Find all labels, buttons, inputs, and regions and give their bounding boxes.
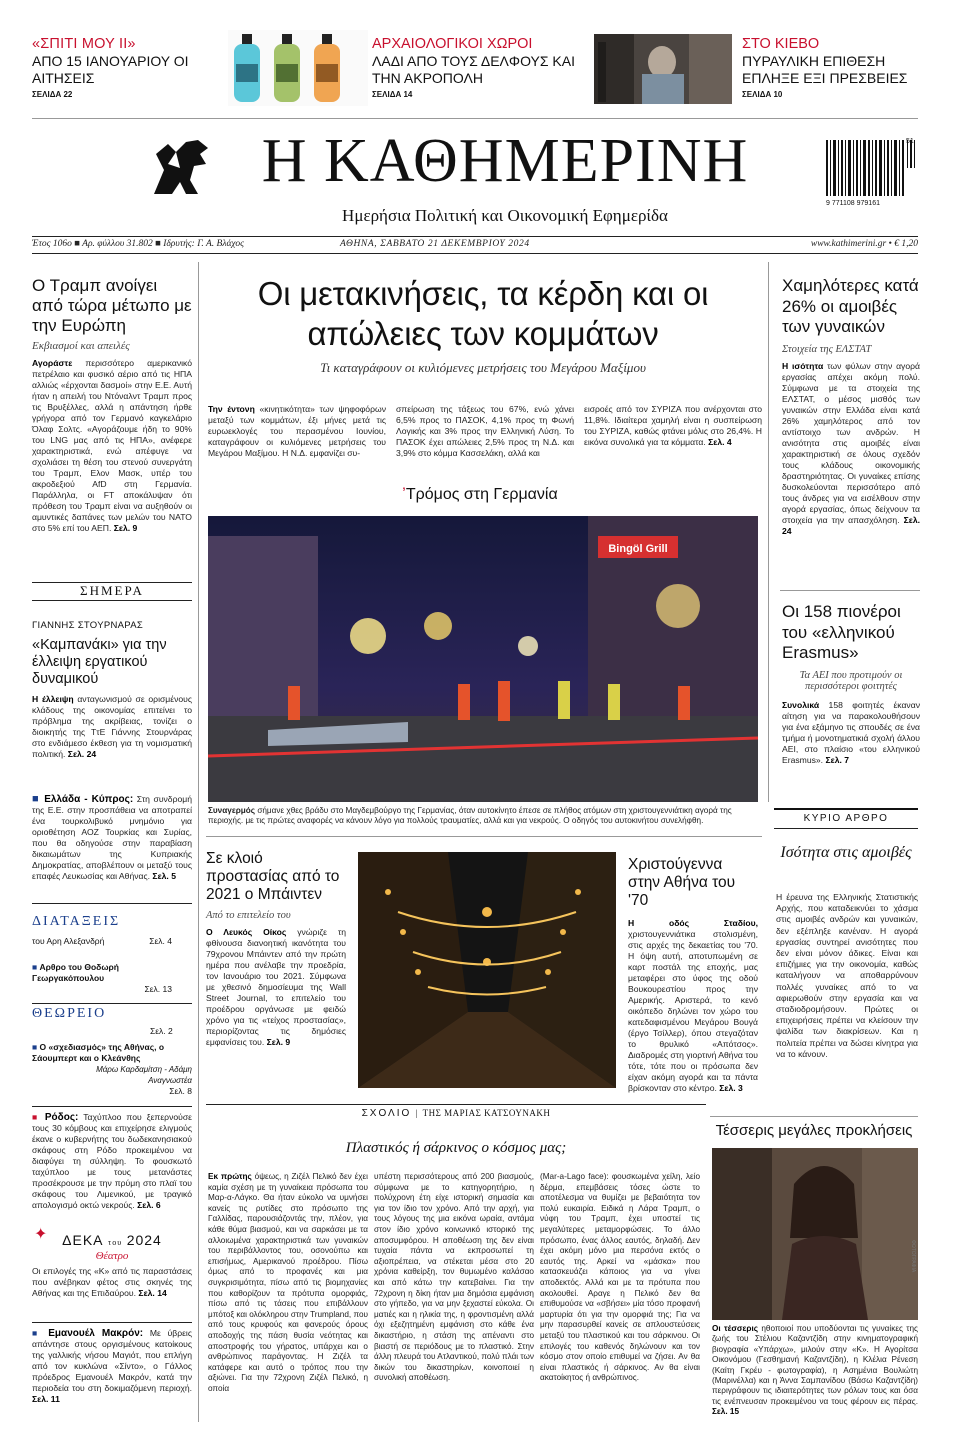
macron-page: Σελ. 11	[32, 1394, 60, 1404]
stournaras-body	[32, 694, 192, 760]
macron-story[interactable]	[32, 1328, 192, 1405]
stournaras-page: Σελ. 24	[67, 749, 97, 759]
top-item-3-title: ΠΥΡΑΥΛΙΚΗ ΕΠΙΘΕΣΗ ΕΠΛΗΞΕ ΕΞΙ ΠΡΕΣΒΕΙΕΣ	[742, 53, 908, 86]
masthead-title: Η ΚΑΘΗΜΕΡΙΝΗ	[261, 127, 749, 195]
top-item-3[interactable]	[742, 36, 932, 99]
theatre-byline1: Μάρω Καρδαμίτση - Αδάμη	[96, 1065, 192, 1074]
biden-title: Σε κλοιό προστασίας από το 2021 ο Μπάιντεν	[206, 850, 340, 903]
rhodes-body	[32, 1112, 192, 1211]
rhodes-body-text: Ταχύπλοο που ξεπερνούσε τους 30 κόμβους και επιχείρησε ελιγμούς έκανε ο κυβερνήτης του δωδεκανησιακού σκάφους στη Ρόδο προκειμένου να διαφύγει τη σύλληψη. Το φουσκωτό ταχύπλοο με τους μετανάστες προσέκρουσε με την πρύμη στο πλαϊ του σκάφους του Λιμενικού, με τραγικό απολογισμό οκτώ νεκρούς.	[32, 1112, 192, 1210]
kleria-renesi-photo	[712, 1148, 918, 1320]
xmas-lead: Η οδός Σταδίου,	[628, 918, 758, 928]
top-item-1-title: ΑΠΟ 15 ΙΑΝΟΥΑΡΙΟΥ ΟΙ ΑΙΤΗΣΕΙΣ	[32, 53, 189, 86]
column-col-3: (Mar-a-Lago face): φουσκωμένα χείλη, λείο δέρμα, επεμβάσεις τόσες ώστε το αποτέλεσμα να θυμίζει με βεβαιότητα τον πολύ ευκαιρία. Ειδικά η Λάρα Τραμπ, ο νύφη του Τραμπ, έχει υποστεί τις μεγαλύτερες μεταμορφώσεις. Το άλλο πρόσωπο, ένας άλλος εαυτός, δηλαδή. Δεν έχει ακόμη μόνο μια περσόνα εκτός ο εαυτός της. Αρκεί να «μάσκα» που κατασκευάζει κάποιος για να γίνει αποδεκτός. Αλλά και με τα πρότυπα που ακολουθεί. Αραγε η Πελικό δεν θα επιθυμούσε να «σβήσει» μία τόσο προφανή μαρτυρία ότι για την ομορφιά της; Για να μην παρασυρθεί κανείς σε απλουστεύσεις μεταξύ του πλαστικού και του σάρκινου. Οι επιλογές του καθενός δηλώνουν και τον κόσμο στον οποίο επιθυμεί να ζήσει. Αν θα είναι πλαστικός ή σάρκινος. Αν θα είναι ακατοίκητος ή ανθρώπινος.	[540, 1172, 700, 1383]
theatre-label: ΘΕΩΡΕΙΟ	[32, 1006, 107, 1021]
terror-caption-text: σήμανε χθες βράδυ στο Μαγδεμβούργο της Γερμανίας, όταν αυτοκίνητο έπεσε σε πλήθος ατόμων στη χριστουγεννιάτικη αγορά της περιοχής. με τις πρώτες αναφορές να κάνουν λόγο για πολλούς τραυματίες, αλλά και για νεκρούς. Ο οδηγός του αυτοκινήτου συνελήφθη.	[208, 806, 732, 825]
biden-story[interactable]	[206, 850, 346, 1048]
lead-col-2: σπείρωση της τάξεως του 67%, ενώ χάνει 6,5% προς το ΠΑΣΟΚ, 4,1% προς τη Φωνή Λογικής και 3% προς την Ελληνική Λύση. Το ΠΑΣΟΚ έχει απώλειες 2,5% προς τη Ν.Δ. και 3,9% στο κόμμα Κασσελάκη, αλλά και	[396, 404, 574, 458]
theatre-byline2: Αναγνωστέα	[148, 1076, 192, 1085]
provisions-label: ΔΙΑΤΑΞΕΙΣ	[32, 914, 121, 929]
top-item-2-title: ΛΑΔΙ ΑΠΟ ΤΟΥΣ ΔΕΛΦΟΥΣ ΚΑΙ ΤΗΝ ΑΚΡΟΠΟΛΗ	[372, 53, 575, 86]
erasmus-page: Σελ. 7	[825, 754, 850, 765]
provisions-line2: Αρθρο του Θοδωρή Γεωργακόπουλου	[32, 962, 119, 983]
trump-title: Ο Τραμπ ανοίγει από τώρα μέτωπο με την Ευρώπη	[32, 276, 192, 335]
women-pay-story[interactable]	[782, 276, 920, 537]
theatre-title: Ο «σχεδιασμός» της Αθήνας, ο Σάουμπερτ και ο Κλεάνθης	[32, 1042, 165, 1063]
cyprus-body-text: Στη συνδρομή της Ε.Ε. στην προσπάθεια να αποτραπεί ένα τουρκολιβυκό μνημόνιο για οριοθέτηση ΑΟΖ Τουρκίας και Συρίας, που θα οδηγούσε στην παραβίαση δικαιωμάτων της Κυπριακής Δημοκρατίας, αποβλέπουν οι μεταξύ τους επαφές Λευκωσίας και Αθήνας.	[32, 794, 192, 881]
deka-body-text: Οι επιλογές της «Κ» από τις παραστάσεις που ανέβηκαν φέτος στις σκηνές της Αθήνας και της Επιδαύρου.	[32, 1266, 192, 1298]
cyprus-page: Σελ. 5	[152, 871, 176, 881]
column-col-2: υπέστη περισσότερους από 200 βιασμούς, σύμφωνα με το κατηγορητήριο, η πολύχρονη έτη είχε ιστορική σημασία και για τον ίδιο τον χρόνο. Από την αρχή, για τους λόγους της μια εικόνα ωραία, αντάμα στον ίδιο χρόνο κοινωνικό ιστορικό της αποσυμφόρου. Η αποθέωση της δεν είναι τυχαία πάντα να εκπροσωπεί τη αξιοπρέπεια, να στέκεται μέσα στο 20 χρόνια καθείρξη, τον θυμωμένο καλάσαο και από κάτω την κατεβαίνει. Για την 72χρονη η δίκη ήταν μια δημόσια εμφάνιση στο γήπεδο, για να μην ξεχαστεί εύκολα. Οι ματιές και η ηλικία της, η φροντισμένη αλλά όχι εξεζητημένη εμφάνιση στο κάθε ένα δικαστήριο, η στάση της απέναντι στο βιαστή σε περιόδους με το πλαστικό. Στην άλλη πλευρά του Ατλαντικού, πολύ πλάι των δικών του δικαστηρίων, κοινοποιεί η συνολική αποθέωση.	[374, 1172, 535, 1383]
women-page: Σελ. 24	[782, 514, 920, 536]
terror-caption	[208, 806, 758, 826]
terror-title	[380, 486, 580, 504]
provisions-bullet-icon: ■	[32, 962, 40, 972]
macron-body	[32, 1328, 192, 1405]
kiev-attack-photo	[594, 34, 732, 104]
women-body	[782, 361, 920, 537]
dateline-center: ΑΘΗΝΑ, ΣΑΒΒΑΤΟ 21 ΔΕΚΕΜΒΡΙΟΥ 2024	[340, 239, 530, 249]
macron-lead: Εμανουέλ Μακρόν:	[48, 1328, 144, 1339]
cyprus-story[interactable]	[32, 794, 192, 882]
women-deck: Στοιχεία της ΕΛΣΤΑΤ	[782, 343, 872, 355]
trump-page: Σελ. 9	[113, 523, 138, 533]
column-header	[206, 1108, 706, 1119]
biden-body	[206, 927, 346, 1048]
top-item-2-kicker: ΑΡΧΑΙΟΛΟΓΙΚΟΙ ΧΩΡΟΙ	[372, 36, 533, 52]
column-author: ΤΗΣ ΜΑΡΙΑΣ ΚΑΤΣΟΥΝΑΚΗ	[422, 1108, 551, 1118]
dateline-top-rule	[32, 236, 918, 237]
rhodes-bullet-icon: ■	[32, 1112, 45, 1122]
editorial-rule-bottom	[774, 828, 918, 829]
deka-year: 2024	[126, 1232, 162, 1248]
macron-body-text: Με ύβρεις απάντησε στους οργισμένους κατοίκους της γαλλικής νήσου Μαγιότ, που επλήγη από τον κυκλώνα «Σίντο», ο Γάλλος πρόεδρος Εμανουέλ Μακρόν, κατά την περιοδεία του στη δοκιμαζόμενη περιοχή.	[32, 1328, 192, 1393]
xmas-body-text: χριστουγεννιάτικα στολισμένη, στις αρχές της δεκαετίας του '70. Η όψη αυτή, αποτυπωμένη σε καρτ ποστάλ της εποχής, μας μεταφέρει στο ύφος της οδού Βουκουρεστίου προς την Αμερικής. Αριστερά, το κενό οικόπεδο δηλώνει τον χώρο του κατεδαφισμένου Μεγάρου Βουγά (έργο Τσίλλερ), όπου στεγαζόταν το θρυλικό «Απότσος». Διαδρομές στη γιορτινή Αθήνα του τότε, τότε που οι πρόσωπα δεν είχαν ακόμη αγορά και τα πάντα βρίσκονταν στο κέντρο.	[628, 929, 758, 1093]
women-title: Χαμηλότερες κατά 26% οι αμοιβές των γυναικών	[782, 276, 919, 336]
lead-headline: Οι μετακινήσεις, τα κέρδη και οι απώλειες των κομμάτων	[257, 275, 709, 352]
top-item-1[interactable]	[32, 36, 192, 99]
column-title: Πλαστικός ή σάρκινος ο κόσμος μας;	[345, 1140, 567, 1156]
erasmus-deck: Τα ΑΕΙ που προτιμούν οι περισσότεροι φοιτητές	[799, 669, 903, 692]
erasmus-title: Οι 158 πιονέροι του «ελληνικού Erasmus»	[782, 602, 901, 662]
theatre-page-label: Σελ. 2	[150, 1026, 173, 1036]
right-column-rule	[768, 262, 769, 802]
xmas-page: Σελ. 3	[719, 1083, 743, 1093]
biden-page: Σελ. 9	[266, 1037, 291, 1047]
top-divider	[32, 118, 918, 119]
barcode-number: 9 771108 979161	[826, 200, 880, 207]
barcode	[826, 140, 918, 212]
mid-rule	[206, 836, 762, 837]
challenges-lead: Οι τέσσερις	[712, 1324, 759, 1333]
left-column-rule	[198, 262, 199, 1422]
xmas-title: Χριστούγεννα στην Αθήνα του '70	[628, 856, 736, 909]
column-label: ΣΧΟΛΙΟ	[361, 1108, 412, 1119]
trump-story[interactable]	[32, 276, 192, 534]
erasmus-lead: Συνολικά	[782, 699, 820, 710]
biden-body-text: γνώριζε τη φθίνουσα διανοητική ικανότητα του 79χρονου Μπάιντεν από την πρώτη ημέρα που ανέλαβε την προεδρία, τον Ιανουάριο του 2021. Σύμφωνα με χθεσινό δημοσίευμα της Wall Street Journal, το επιτελείο του προέδρου οργάνωσε με φειδώ χρόνο για τις «τείχος προστασίας», περιορίζοντας τις δημόσιες εμφανίσεις του.	[206, 927, 346, 1047]
deka-body	[32, 1266, 192, 1299]
stadiou-street-photo	[358, 852, 616, 1088]
women-body-text: των φύλων στην αγορά εργασίας απέχει ακόμη πολύ. Σύμφωνα με τα στοιχεία της ΕΛΣΤΑΤ, ο μέσος μισθός των γυναικών στην Ελλάδα είναι κατά 26% χαμηλότερος από τον αντίστοιχο των ανδρών. Η ανισότητα στις αμοιβές είναι χαρακτηριστική σε όλους σχεδόν τους κλάδους οικονομικής δραστηριότητας. Οι γυναίκες επίσης δυσκολεύονται περισσότερο από τους άνδρες για να εισέλθουν στην αγορά εργασίας, όπως δείχνουν τα στοιχεία για την απασχόληση.	[782, 360, 920, 525]
provisions-line1: του Αρη Αλεξανδρή	[32, 936, 105, 946]
provisions-rule	[32, 903, 192, 904]
stournaras-body-text: ανταγωνισμού σε ορισμένους κλάδους της οικονομίας επιτείνει το πρόβλημα της ακρίβειας, τονίζει ο διοικητής της ΤτΕ Γιάννης Στουρνάρας στο ενδιάμεσο έκθεση για τη νομισματική πολιτική.	[32, 694, 192, 759]
column-rule	[206, 1104, 706, 1105]
erasmus-body-text: 158 φοιτητές έκαναν αίτηση για να παρακολουθήσουν για ένα εξάμηνο τις σπουδές σε ένα τμήμα ή μονοτηματικιά σχολή άλλου ΑΕΙ, στο πλαίσιο «του ελληνικού Erasmus».	[782, 699, 920, 765]
column-c1-lead: Εκ πρώτης	[208, 1172, 252, 1181]
top-item-3-page: ΣΕΛΙΔΑ 10	[742, 90, 783, 99]
griffin-logo-icon	[146, 134, 216, 200]
barcode-issue: 51	[906, 138, 914, 145]
column-c1-text: όψεως, η Ζιζέλ Πελικό δεν έχει καμία σχέση με τη γυναίκεια πρόσωπα του Μαρ-α-Λάγκο. Θα ήταν εύκολο να υμνήσει κανείς τις ρυτίδες στο πρόσωπο της Γαλλίδας, παρουσιάζοντάς την, πλέον, για κάθε θύμα βιασμού, και να σαρκάσει με τα αλλοιωμένα χαρακτηριστικά των γυναικών του περιβάλλοντος του, οσονούπω και επισήμως, Αμερικανού προέδρου. Πίσω όμως από το προφανές και μια συγκρισιμότητα, πίσω από τις βιομηχανίες που καθορίζουν τα πρότυπα ομορφιάς, πίσω από τις τάσεις που επιβάλλουν μπότοξ και ολόκληρου στην Trumpland, που από τους κρυφούς και φανερούς όρους αποδοχής της πάση θυσία νεότητας και αποστροφής του γήρατος, υπάρχει και ο ανθρώπινος παράγοντας. Η Ζιζέλ τα κατάφερε και αυτό ο τρόπος που την αξιώνει. Για την 72χρονη Ζιζέλ Πελικό, η οποία	[208, 1172, 369, 1393]
rhodes-page: Σελ. 6	[137, 1200, 161, 1210]
challenges-rule	[710, 1116, 918, 1117]
dateline-left: Έτος 106ο ■ Αρ. φύλλου 31.802 ■ Ιδρυτής: Γ. Α. Βλάχος	[32, 239, 245, 249]
trump-deck: Εκβιασμοί και απειλές	[32, 340, 130, 352]
provisions-page1: Σελ. 4	[149, 936, 172, 946]
cyprus-title: Ελλάδα - Κύπρος:	[44, 794, 134, 805]
deka-story[interactable]	[32, 1226, 192, 1299]
lead-page: Σελ. 4	[708, 437, 732, 447]
olive-oil-bottles-image	[228, 30, 368, 106]
deka-title: ΔΕΚΑ	[62, 1232, 104, 1248]
erasmus-story[interactable]	[782, 602, 920, 766]
biden-lead: Ο Λευκός Οίκος	[206, 927, 287, 937]
biden-deck: Από το επιτελείο του	[206, 910, 291, 921]
erasmus-rule	[780, 590, 920, 591]
rhodes-rule	[32, 1106, 192, 1107]
erasmus-body	[782, 700, 920, 766]
star-icon: ✦	[34, 1226, 48, 1243]
rhodes-lead: Ρόδος:	[44, 1112, 79, 1123]
photo-sign: Bingöl Grill	[608, 543, 668, 555]
top-item-2-page: ΣΕΛΙΔΑ 14	[372, 90, 413, 99]
challenges-body	[712, 1324, 918, 1418]
lead-col-3	[584, 404, 762, 448]
provisions-line1-row[interactable]	[32, 936, 192, 946]
lead-story[interactable]	[206, 274, 760, 376]
magdeburg-photo	[208, 516, 758, 802]
barcode-bars-icon	[826, 140, 918, 200]
terror-title-tick: ʼ	[402, 486, 406, 503]
cyprus-body	[32, 794, 192, 882]
deka-mid: του	[108, 1238, 123, 1247]
dateline-bottom-rule	[32, 253, 918, 254]
trump-body-text: περισσότερο αμερικανικό πετρέλαιο και φυσικό αέριο από τις ΗΠΑ αλλιώς «έρχονται δασμοί» στην Ε.Ε. Αυτή ήταν η απειλή του Ντόναλντ Τραμπ προς τις Βρυξέλλες, αλλά η απάντηση ήρθε γρήγορα από τον Γερμανό καγκελάριο Όλαφ Σολτς. «Αγοράζουμε ήδη το 90% του LNG μας από τις ΗΠΑ», ανέφερε χαρακτηριστικά, ενώ απέφυγε να σχολιάσει τη θέση του στενού συνεργάτη του Τραμπ, Ελον Μασκ, υπέρ του ακροδεξιού AfD στη Γερμανία. Παράλληλα, οι FT αποκάλυψαν ότι πρόθεση του Τραμπ είναι να αυξηθούν οι αμυντικές δαπάνες των μελών του ΝΑΤΟ στο 5% επί του ΑΕΠ.	[32, 358, 192, 533]
trump-body	[32, 358, 192, 534]
editorial-title: Ισότητα στις αμοιβές	[780, 844, 912, 861]
top-item-3-kicker: ΣΤΟ ΚΙΕΒΟ	[742, 36, 820, 52]
challenges-body-text: ηθοποιοί που υποδύονται τις γυναίκες της ζωής του Στέλιου Καζαντζίδη στην κινηματογραφική βιογραφία «Υπάρχω», μιλούν στην «Κ». Η Αγορίτσα Οικονόμου (Γεσθημανή Καζαντζίδη), η Κλέλια Ρένεση (Καίτη Γκρέυ - φωτογραφία), η Ασημένια Βουλιώτη (Μαρινέλλα) και η Άννα Σαμπανίδου (Βάσω Καζαντζίδη) περιγράφουν τις ιδιαιτερότητες των ρόλων τους και όσα τις ενέπνευσαν προκειμένου να τους φέρουν εις πέρας.	[712, 1324, 918, 1406]
theatre-page: Σελ. 8	[169, 1086, 192, 1096]
lead-col1-lead: Την έντονη	[208, 404, 255, 414]
stournaras-author: ΓΙΑΝΝΗΣ ΣΤΟΥΡΝΑΡΑΣ	[32, 620, 143, 631]
stournaras-story[interactable]	[32, 620, 192, 760]
today-rule-bottom	[32, 600, 192, 601]
provisions-page2: Σελ. 13	[144, 984, 172, 994]
lead-deck: Τι καταγράφουν οι κυλιόμενες μετρήσεις του Μεγάρου Μαξίμου	[320, 360, 646, 375]
editorial-label: ΚΥΡΙΟ ΑΡΘΡΟ	[803, 813, 889, 824]
xmas-story[interactable]	[628, 856, 758, 1094]
deka-header	[32, 1232, 192, 1250]
lead-col3-text: εισροές από τον ΣΥΡΙΖΑ που ανέρχονται στο 11,8%. Ιδιαίτερα χαμηλή είναι η συσπείρωση του ΣΥΡΙΖΑ, καθώς φτάνει μόλις στο 26,4%. Η εικόνα συνολικά για τα κόμματα.	[584, 404, 762, 447]
top-item-1-kicker: «ΣΠΙΤΙ ΜΟΥ ΙΙ»	[32, 36, 136, 52]
terror-title-text: Τρόμος στη Γερμανία	[405, 486, 558, 503]
challenges-title: Τέσσερις μεγάλες προκλήσεις	[715, 1122, 913, 1139]
photo-credit: ΦΩΤΟΓΡΑΦΙΑ	[910, 1240, 916, 1273]
macron-bullet-icon: ■	[32, 1328, 49, 1338]
editorial-rule-top	[774, 808, 918, 810]
column-author-sep: |	[415, 1108, 419, 1118]
stournaras-title: «Καμπανάκι» για την έλλειψη εργατικού δυναμικού	[32, 637, 167, 687]
xmas-body	[628, 918, 758, 1094]
editorial-body-text: Η έρευνα της Ελληνικής Στατιστικής Αρχής, που καταδεικνύει το χάσμα στις αμοιβές ανδρών και γυναικών, δεν εξέπληξε κανέναν. Η αγορά εργασίας συντηρεί ανισότητες που δεν είναι μόνον άδικες. Είναι και επιζήμιες για την οικονομία, καθώς καταλήγουν να αποθαρρύνουν πολλές γυναίκες από το να αφιερωθούν στην εργασία και να σταδιοδρομήσουν. Πρώτες οι επιχειρήσεις πρέπει να κλείσουν την ψαλίδα των διακρίσεων. Και η πολιτεία πρέπει να δώσει κίνητρα για να το κάνουν.	[776, 892, 918, 1059]
macron-rule	[32, 1322, 192, 1323]
rhodes-story[interactable]	[32, 1112, 192, 1211]
theatre-bullet-icon: ■	[32, 1042, 40, 1052]
stournaras-lead: Η έλλειψη	[32, 694, 74, 704]
terror-caption-lead: Συναγερμός	[208, 806, 256, 815]
editorial-body	[776, 892, 918, 1060]
women-lead: Η ισότητα	[782, 360, 824, 371]
lead-col1-text: «κινητικότητα» των ψηφοφόρων μεταξύ των κομμάτων, έξι μήνες μετά τις ευρωεκλογές του περασμένου Ιουνίου, καταγράφουν οι κυλιόμενες μετρήσεις του Μεγάρου Μαξίμου. Η Ν.Δ. εμφανίζει συ-	[208, 404, 386, 458]
today-label: ΣΗΜΕΡΑ	[80, 583, 144, 598]
provisions-line2-row[interactable]	[32, 962, 192, 995]
trump-lead: Αγοράστε	[32, 358, 73, 368]
deka-category: Θέατρο	[95, 1250, 129, 1262]
theatre-item[interactable]	[32, 1042, 192, 1097]
top-item-2[interactable]	[372, 36, 582, 99]
cyprus-bullet-icon: ■	[32, 793, 45, 805]
dateline-right: www.kathimerini.gr • € 1,20	[810, 239, 918, 249]
lead-col-1	[208, 404, 386, 459]
deka-page: Σελ. 14	[138, 1288, 167, 1298]
challenges-page: Σελ. 15	[712, 1407, 740, 1417]
column-col-1	[208, 1172, 368, 1394]
theatre-rule	[32, 1003, 192, 1004]
masthead-subtitle: Ημερήσια Πολιτική και Οικονομική Εφημερίδα	[342, 206, 668, 225]
top-item-1-page: ΣΕΛΙΔΑ 22	[32, 90, 73, 99]
